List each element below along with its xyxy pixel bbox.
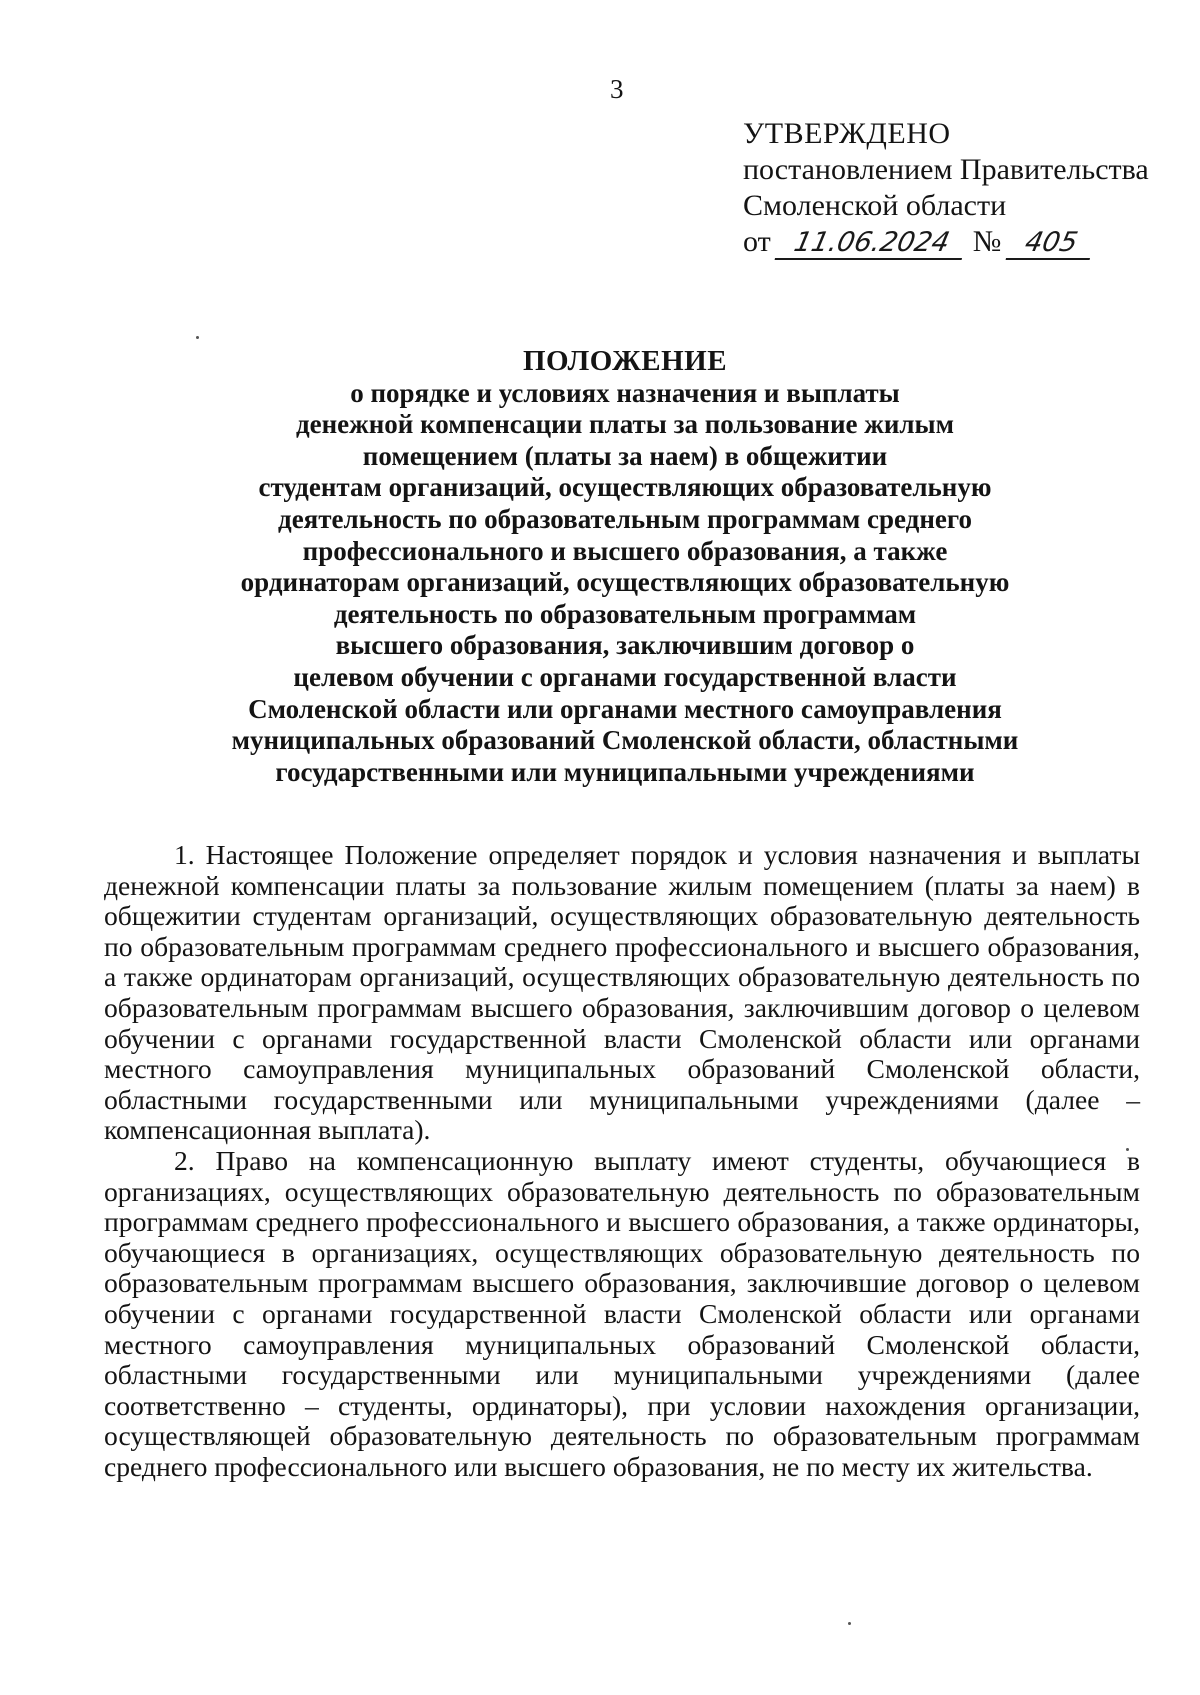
subtitle-line: денежной компенсации платы за пользование жилым <box>295 409 955 440</box>
subtitle-line: высшего образования, заключившим договор о <box>335 630 915 661</box>
subtitle-line: государственными или муниципальными учреждениями <box>275 756 975 787</box>
approval-stamp-block <box>743 116 1149 260</box>
document-title: ПОЛОЖЕНИЕ <box>522 345 728 377</box>
paragraph-1: 1. Настоящее Положение определяет порядок и условия назначения и выплаты денежной компенсации платы за пользование жилым помещением (платы за наем) в общежитии студентам организаций, осуществляющих образовательную деятельность по образовательным программам среднего профессионального и высшего образования, а также ординаторам организаций, осуществляющих образовательную деятельность по образовательным программам высшего образования, заключившим договор о целевом обучении с органами государственной власти Смоленской области или органами местного самоуправления муниципальных образований Смоленской области, областными государственными или муниципальными учреждениями (далее – компенсационная выплата). <box>104 839 1140 1146</box>
number-sign: № <box>972 225 1002 258</box>
subtitle-line: профессионального и высшего образования, а также <box>302 535 948 566</box>
date-prefix: от <box>743 225 771 258</box>
approved-heading: УТВЕРЖДЕНО <box>743 117 951 150</box>
subtitle-line: муниципальных образований Смоленской области, областными <box>231 725 1019 756</box>
subtitle-line: помещением (платы за наем) в общежитии <box>362 440 888 471</box>
approval-line-1: постановлением Правительства <box>743 153 1149 186</box>
subtitle-line: деятельность по образовательным программам <box>333 598 917 629</box>
subtitle-line: о порядке и условиях назначения и выплаты <box>350 377 900 408</box>
scan-speck <box>848 1622 851 1625</box>
handwritten-number: 405 <box>1005 228 1096 260</box>
subtitle-line: деятельность по образовательным программам среднего <box>278 503 972 534</box>
subtitle-line: Смоленской области или органами местного самоуправления <box>248 693 1002 724</box>
subtitle-line: ординаторам организаций, осуществляющих образовательную <box>240 567 1010 598</box>
document-body <box>104 840 1140 1482</box>
handwritten-date: 11.06.2024 <box>775 228 969 260</box>
approval-date-line <box>743 224 1149 260</box>
approval-line-2: Смоленской области <box>743 189 1007 222</box>
document-title-block <box>0 346 1200 788</box>
subtitle-line: целевом обучении с органами государственной власти <box>293 661 957 692</box>
scan-speck <box>196 336 199 339</box>
subtitle-line: студентам организаций, осуществляющих образовательную <box>258 472 992 503</box>
paragraph-2: 2. Право на компенсационную выплату имеют студенты, обучающиеся в организациях, осуществляющих образовательную деятельность по образовательным программам среднего профессионального и высшего образования, а также ординаторы, обучающиеся в организациях, осуществляющих образовательную деятельность по образовательным программам высшего образования, заключившие договор о целевом обучении с органами государственной власти Смоленской области или органами местного самоуправления муниципальных образований Смоленской области, областными государственными или муниципальными учреждениями (далее соответственно – студенты, ординаторы), при условии нахождения организации, осуществляющей образовательную деятельность по образовательным программам среднего профессионального или высшего образования, не по месту их жительства. <box>104 1144 1140 1482</box>
page-number: 3 <box>610 74 624 104</box>
